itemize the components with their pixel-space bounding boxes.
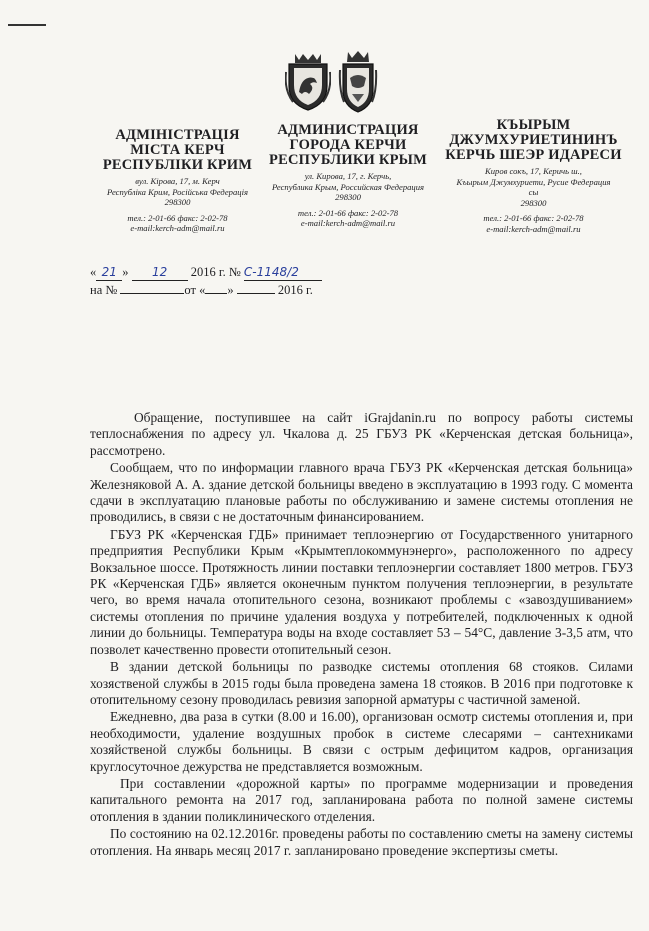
header-crh (436, 118, 631, 234)
header-ukr-address: вул. Кірова, 17, м. Керч Республіка Крим, Російська Федерація 298300 (107, 176, 248, 207)
header-rus-title: АДМИНИСТРАЦИЯ ГОРОДА КЕРЧИ РЕСПУБЛИКИ КРЫМ (269, 122, 427, 168)
header-ukr-email[interactable]: e-mail:kerch-adm@mail.ru (130, 223, 225, 233)
header-rus (268, 123, 428, 229)
header-ukr (90, 128, 265, 234)
letter-body (90, 410, 633, 860)
ref-month: 12 (151, 265, 168, 279)
ref-day: 21 (101, 265, 117, 279)
header-ukr-title: АДМІНІСТРАЦІЯ МІСТА КЕРЧ РЕСПУБЛІКИ КРИМ (102, 127, 253, 173)
outgoing-reference: « 21 » 12 2016 г. № С-1148/2 (90, 265, 322, 281)
header-crh-address: Киров сокъ, 17, Керичь ш., Къырым Джумхуриети, Русие Федерация сы 298300 (456, 166, 611, 208)
paragraph: Сообщаем, что по информации главного врача ГБУЗ РК «Керченская детская больница» Железняковой А. А. здание детской больницы введено в эксплуатацию в 1993 году. С момента сдачи в эксплуатацию плановые работы по обслуживанию и замене системы отопления не проводились, в связи с не достаточным финансированием. (90, 460, 633, 525)
header-rus-email[interactable]: e-mail:kerch-adm@mail.ru (300, 218, 396, 228)
paragraph: В здании детской больницы по разводке системы отопления 68 стояков. Силами хозяственой службы в 2015 годы была проведена замена 18 стояков. В 2016 при подготовке к отопительному сезону проводилась ревизия запорной арматуры с частичной заменой. (90, 659, 633, 707)
incoming-reference: на № от « » 2016 г. (90, 283, 313, 297)
paragraph: При составлении «дорожной карты» по программе модернизации и проведения капитального ремонта на 2017 год, запланирована работа по полной замене системы отопления в здании поликлинического отделения. (90, 775, 633, 824)
header-rus-tel: тел.: 2-01-66 факс: 2-02-78 (297, 207, 399, 218)
ref-year: 2016 г. № (190, 265, 241, 279)
paragraph: Обращение, поступившее на сайт iGrajdanin.ru по вопросу работы системы теплоснабжения по адресу ул. Чкалова д. 25 ГБУЗ РК «Керченская детская больница», рассмотрено. (90, 410, 633, 458)
paragraph: По состоянию на 02.12.2016г. проведены работы по составлению сметы на замену системы отопления. На январь месяц 2017 г. запланировано проведение экспертизы сметы. (90, 826, 633, 858)
corner-mark (8, 24, 46, 26)
header-crh-email[interactable]: e-mail:kerch-adm@mail.ru (486, 223, 581, 234)
ref-number: С-1148/2 (243, 265, 299, 279)
paragraph: ГБУЗ РК «Керченская ГДБ» принимает теплоэнергию от Государственного унитарного предприятия Республики Крым «Крымтеплокоммунэнерго», расположенного по адресу Вокзальное шоссе. Протяжность линии поставки теплоэнергии составляет 1800 метров. ГБУЗ РК «Керченская ГДБ» является оконечным пунктом получения теплоэнергии, в результате чего, во время начала отопительного сезона, возникают проблемы с «завоздушиванием» системы отопления по причине удаления воздуха у потребителей, подключенных к одной линии до больницы. Температура воды на входе составляет 53 – 54°С, давление 3-3,5 атм, что позволет качественно провести отопительный сезон. (90, 526, 633, 657)
header-rus-address: ул. Кирова, 17, г. Керчь, Республика Крым, Российская Федерация 298300 (271, 171, 425, 202)
paragraph: Ежедневно, два раза в сутки (8.00 и 16.00), организован осмотр системы отопления и, при необходимости, удаление воздушных пробок в системе слесарями – сантехниками хозяйственой службы больницы. В связи с острым дефицитом кадров, организация круглосуточное дежурства не представляется возможным. (90, 709, 633, 774)
kerch-coat-of-arms-icon (338, 50, 378, 114)
header-crh-tel: тел.: 2-01-66 факс: 2-02-78 (483, 213, 584, 223)
crimea-coat-of-arms-icon (285, 50, 331, 112)
header-ukr-tel: тел.: 2-01-66 факс: 2-02-78 (127, 212, 228, 223)
header-crh-title: КЪЫРЫМ ДЖУМХУРИЕТИНИНЪ КЕРЧЬ ШЕЭР ИДАРЕСИ (445, 117, 622, 163)
